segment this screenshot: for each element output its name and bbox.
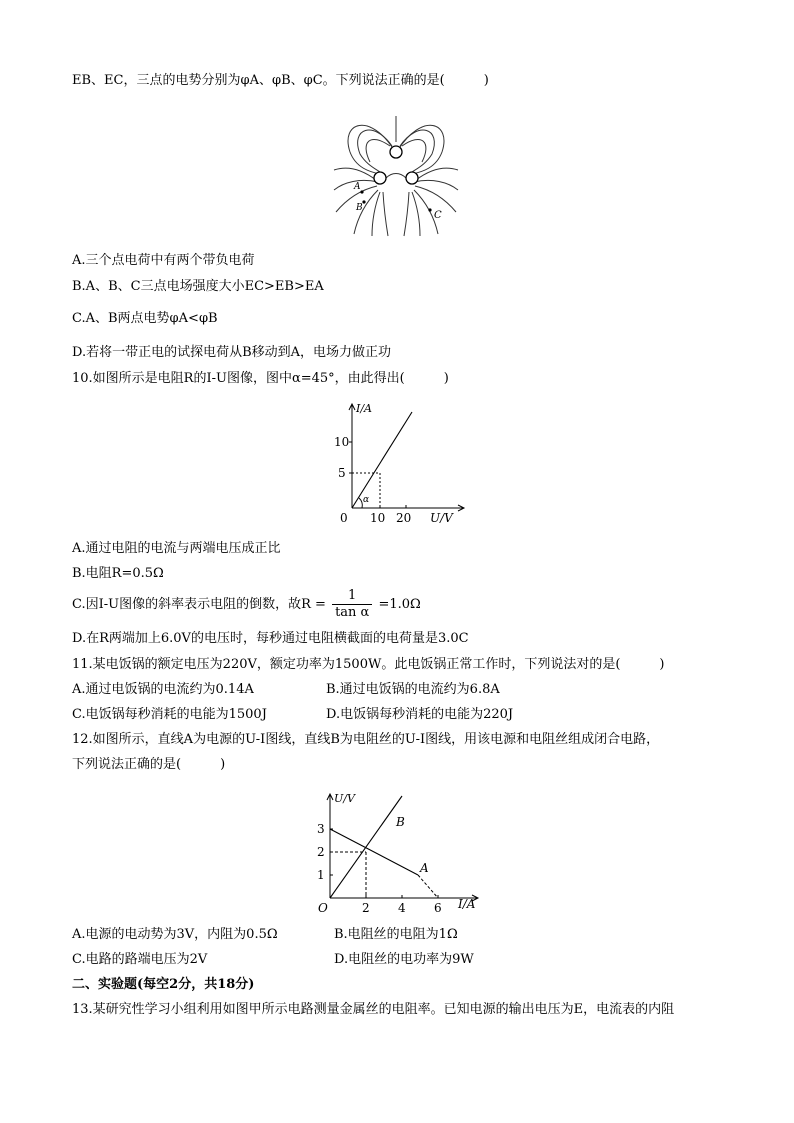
q10-stem: 10.如图所示是电阻R的I-U图像，图中α=45°，由此得出( ) bbox=[72, 371, 449, 386]
q12-option-d: D.电阻丝的电功率为9W bbox=[334, 952, 474, 967]
electric-field-lines-figure bbox=[330, 112, 462, 238]
i-u-graph bbox=[330, 398, 470, 526]
x-tick-2: 2 bbox=[362, 901, 370, 915]
q12-stem-line-1: 12.如图所示，直线A为电源的U-I图线，直线B为电阻丝的U-I图线，用该电源和电阻丝组成闭合电路， bbox=[72, 732, 660, 747]
y-tick-1: 1 bbox=[317, 868, 325, 882]
u-i-graph bbox=[310, 788, 486, 916]
q10-option-d: D.在R两端加上6.0V的电压时，每秒通过电阻横截面的电荷量是3.0C bbox=[72, 631, 469, 646]
q12-option-c: C.电路的路端电压为2V bbox=[72, 952, 208, 967]
x-tick-4: 4 bbox=[398, 901, 406, 915]
q11-option-c: C.电饭锅每秒消耗的电能为1500J bbox=[72, 707, 267, 722]
point-c-label: C bbox=[434, 210, 442, 221]
q10-option-a: A.通过电阻的电流与两端电压成正比 bbox=[72, 541, 281, 556]
u-axis-label: U/V bbox=[334, 792, 355, 805]
origin-label: O bbox=[318, 901, 328, 915]
line-a-label: A bbox=[420, 861, 429, 875]
point-a-label: A bbox=[354, 182, 361, 192]
x-tick-10: 10 bbox=[370, 511, 386, 525]
q13-stem: 13.某研究性学习小组利用如图甲所示电路测量金属丝的电阻率。已知电源的输出电压为E，电流表的内阻 bbox=[72, 1002, 675, 1017]
fraction: $\frac{1}{\text{tan α}}$ bbox=[332, 588, 372, 621]
origin-label: 0 bbox=[340, 511, 348, 525]
q12-stem-line-2: 下列说法正确的是( ) bbox=[72, 757, 226, 772]
i-axis-label: I/A bbox=[356, 402, 372, 415]
q11-option-b: B.通过电饭锅的电流约为6.8A bbox=[326, 682, 500, 697]
point-b-label: B bbox=[356, 203, 363, 213]
q12-option-a: A.电源的电动势为3V，内阻为0.5Ω bbox=[72, 927, 278, 942]
q10-option-b: B.电阻R=0.5Ω bbox=[72, 566, 164, 581]
q9-option-a: A.三个点电荷中有两个带负电荷 bbox=[72, 253, 255, 268]
q9-option-b: B.A、B、C三点电场强度大小EC>EB>EA bbox=[72, 279, 324, 294]
q9-stem-tail: EB、EC，三点的电势分别为φA、φB、φC。下列说法正确的是( ) bbox=[72, 73, 489, 88]
q11-stem: 11.某电饭锅的额定电压为220V，额定功率为1500W。此电饭锅正常工作时，下列说法对的是( ) bbox=[72, 657, 665, 672]
y-tick-3: 3 bbox=[317, 822, 325, 836]
y-tick-10: 10 bbox=[334, 435, 350, 449]
q11-option-d: D.电饭锅每秒消耗的电能为220J bbox=[326, 707, 514, 722]
x-tick-20: 20 bbox=[396, 511, 412, 525]
u-axis-label: U/V bbox=[430, 511, 453, 525]
y-tick-5: 5 bbox=[338, 466, 346, 480]
y-tick-2: 2 bbox=[317, 845, 325, 859]
section-heading: 二、实验题(每空2分，共18分) bbox=[72, 977, 255, 992]
q9-option-c: C.A、B两点电势φA<φB bbox=[72, 311, 218, 326]
alpha-label: α bbox=[363, 495, 370, 505]
q9-option-d: D.若将一带正电的试探电荷从B移动到A，电场力做正功 bbox=[72, 345, 392, 360]
q12-option-b: B.电阻丝的电阻为1Ω bbox=[334, 927, 458, 942]
i-axis-label: I/A bbox=[458, 897, 476, 911]
x-tick-6: 6 bbox=[434, 901, 442, 915]
q11-option-a: A.通过电饭锅的电流约为0.14A bbox=[72, 682, 254, 697]
q10-option-c: C.因I-U图像的斜率表示电阻的倒数，故R = $\frac{1}{\text{tan α}}$ =1.0Ω bbox=[72, 588, 421, 620]
line-b-label: B bbox=[396, 815, 405, 829]
